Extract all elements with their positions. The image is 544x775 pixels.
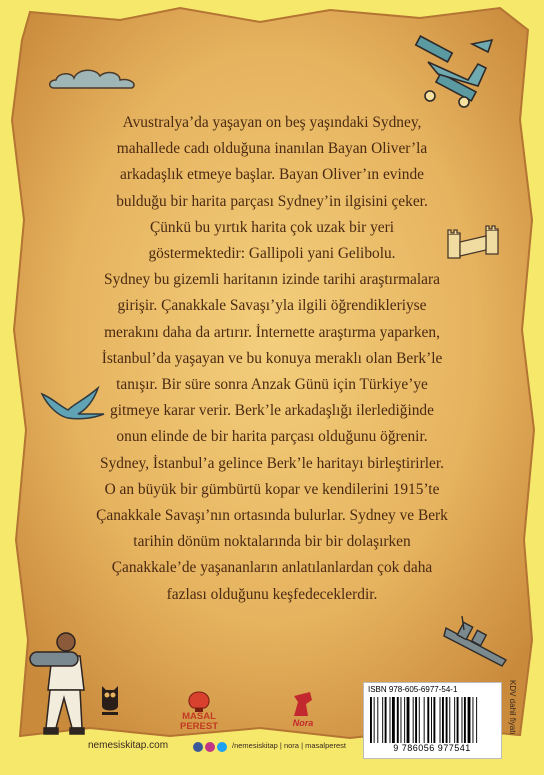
barcode-bar (419, 697, 420, 743)
blurb-line: girişir. Çanakkale Savaşı’yla ilgili öğrendikleriyse (117, 297, 427, 315)
barcode-bar (427, 697, 429, 743)
barcode-bar (472, 697, 473, 743)
barcode-bar (462, 697, 463, 743)
isbn-label: ISBN 978-605-6977-54-1 (368, 685, 458, 694)
balloon-icon (176, 690, 222, 712)
barcode-bar (370, 697, 372, 743)
barcode-bar (454, 697, 455, 743)
social-handles: /nemesiskitap | nora | masalperest (232, 741, 346, 750)
barcode-digits: 9 786056 977541 (393, 743, 471, 753)
barcode-bar (424, 697, 425, 743)
instagram-icon[interactable] (205, 742, 215, 752)
soldier-carrying-shell-icon (26, 628, 104, 740)
back-cover-blurb (60, 110, 484, 608)
masal-perest-line2: PEREST (179, 721, 218, 732)
blurb-line: Sydney bu gizemli haritanın izinde tarihi araştırmalara (104, 271, 440, 289)
blurb-line: göstermektedir: Gallipoli yani Gelibolu. (148, 245, 396, 263)
barcode-bar (415, 697, 417, 743)
barcode-bar (374, 697, 375, 743)
barcode-bar (382, 697, 383, 743)
barcode-bar (392, 697, 395, 743)
blurb-line: tanışır. Bir süre sonra Anzak Günü için Türkiye’ye (116, 376, 428, 394)
biplane-icon (408, 34, 500, 110)
barcode-bar (457, 697, 459, 743)
barcode-bar (404, 697, 405, 743)
barcode-bar (476, 697, 477, 743)
barcode-bar (413, 697, 414, 743)
barcode (370, 697, 494, 743)
facebook-icon[interactable] (193, 742, 203, 752)
barcode-bar (407, 697, 410, 743)
barcode-bar (442, 697, 444, 743)
isbn-barcode-box (363, 682, 502, 759)
blurb-line: bulduğu bir harita parçası Sydney’in ilgisini çeker. (116, 192, 428, 210)
cloud-icon (46, 64, 146, 94)
barcode-bar (468, 697, 471, 743)
battleship-icon (442, 608, 514, 668)
blurb-line: mahallede cadı olduğuna inanılan Bayan Oliver’la (116, 140, 428, 158)
blurb-line: gitmeye karar verir. Berk’le arkadaşlığı ilerlediğinde (110, 402, 434, 420)
blurb-line: merakını daha da artırır. İnternette araştırma yaparken, (104, 323, 440, 341)
price-note (505, 680, 517, 760)
blurb-line: Çünkü bu yırtık harita çok uzak bir yeri (149, 218, 395, 236)
barcode-bar (397, 697, 399, 743)
barcode-bar (440, 697, 441, 743)
blurb-line: Sydney, İstanbul’a gelince Berk’le haritayı birleştirirler. (100, 454, 444, 472)
barcode-bar (446, 697, 448, 743)
social-icons (192, 740, 232, 752)
blurb-line: fazlası olduğunu keşfedeceklerdir. (166, 585, 378, 603)
blurb-line: Çanakkale Savaşı’nın ortasında bulurlar. Sydney ve Berk (96, 507, 448, 525)
barcode-bar (449, 697, 450, 743)
blurb-line: tarihin dönüm noktalarında bir bir dolaşırken (133, 533, 411, 551)
barcode-bar (390, 697, 391, 743)
nora-label: Nora (292, 718, 314, 728)
blurb-line: İstanbul’da yaşayan ve bu konuya meraklı olan Berk’le (101, 349, 443, 367)
blurb-line: Avustralya’da yaşayan on beş yaşındaki Sydney, (122, 114, 422, 131)
blurb-line: arkadaşlık etmeye başlar. Bayan Oliver’ın evinde (120, 166, 424, 184)
blurb-line: O an büyük bir gümbürtü kopar ve kendilerini 1915’te (104, 480, 440, 498)
nora-logo (288, 690, 318, 730)
blurb-line: onun elinde de bir harita parçası olduğunu öğrenir. (116, 428, 428, 446)
owl-logo-icon (98, 680, 122, 718)
blurb-line: Çanakkale’de yaşananların anlatılanlardan çok daha (111, 559, 433, 577)
barcode-bar (431, 697, 432, 743)
price-note-text: KDV dahil fiyatı (508, 680, 517, 735)
barcode-bar (433, 697, 435, 743)
barcode-bar (401, 697, 402, 743)
masal-perest-logo (176, 690, 222, 734)
barcode-bar (377, 697, 378, 743)
twitter-icon[interactable] (217, 742, 227, 752)
nora-horse-icon (288, 690, 318, 718)
website-link[interactable]: nemesiskitap.com (88, 740, 169, 751)
masal-perest-line1: MASAL (182, 711, 216, 722)
barcode-bar (385, 697, 387, 743)
barcode-bar (464, 697, 466, 743)
